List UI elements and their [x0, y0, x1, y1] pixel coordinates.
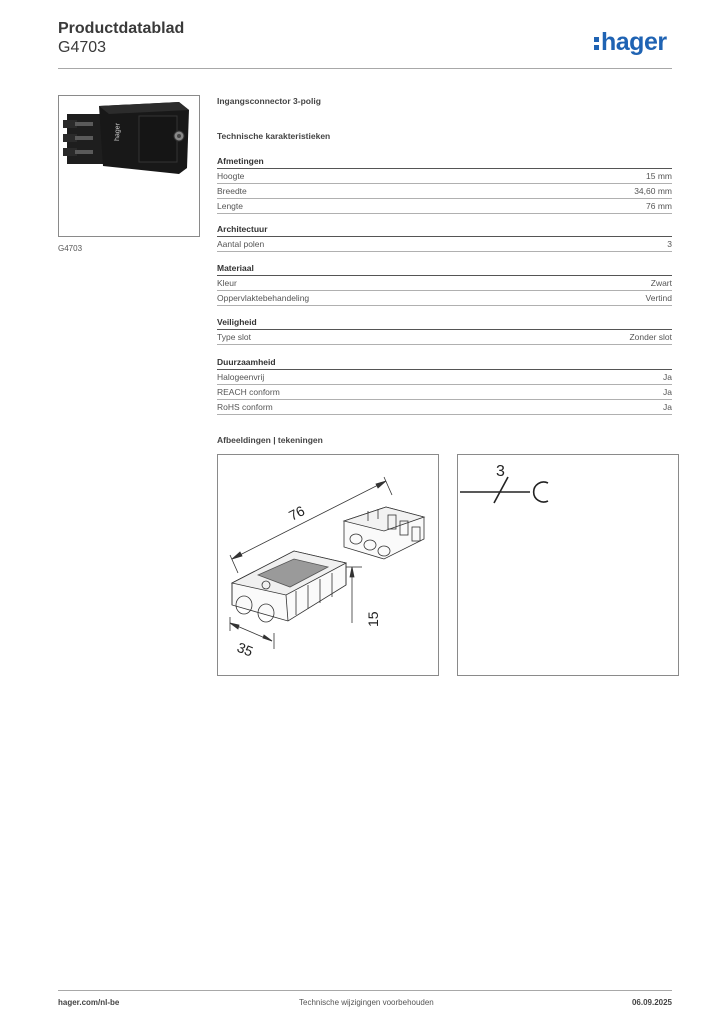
spec-value: 76 mm — [646, 201, 672, 211]
photo-brand-label: hager — [114, 122, 122, 142]
spec-label: RoHS conform — [217, 402, 273, 412]
spec-value: Ja — [663, 387, 672, 397]
spec-row-length — [217, 199, 672, 214]
section-title-safety: Veiligheid — [217, 316, 672, 330]
dimension-drawing-icon — [218, 455, 438, 675]
connector-photo-icon — [59, 96, 199, 236]
spec-value: Vertind — [645, 293, 672, 303]
spec-row-surface — [217, 291, 672, 306]
schematic-pole-count: 3 — [496, 463, 505, 480]
images-heading: Afbeeldingen | tekeningen — [217, 435, 323, 445]
spec-row-color — [217, 276, 672, 291]
footer-website-link[interactable]: hager.com/nl-be — [58, 998, 120, 1007]
spec-row-height — [217, 169, 672, 184]
section-title-sustainability: Duurzaamheid — [217, 356, 672, 370]
logo-text: hager — [601, 28, 667, 56]
dimension-width-label: 35 — [234, 638, 256, 660]
spec-row-lock-type — [217, 330, 672, 345]
spec-row-width — [217, 184, 672, 199]
spec-value: Ja — [663, 402, 672, 412]
spec-label: Lengte — [217, 201, 243, 211]
dimension-length-label: 76 — [286, 502, 308, 524]
footer-disclaimer: Technische wijzigingen voorbehouden — [299, 998, 434, 1007]
spec-value: Zwart — [650, 278, 672, 288]
hager-logo — [594, 28, 667, 56]
spec-row-rohs — [217, 400, 672, 415]
spec-value: 15 mm — [646, 171, 672, 181]
spec-label: Type slot — [217, 332, 252, 342]
spec-label: Oppervlaktebehandeling — [217, 293, 310, 303]
spec-label: Kleur — [217, 278, 237, 288]
header-divider — [58, 68, 672, 69]
spec-label: Aantal polen — [217, 239, 265, 249]
photo-caption: G4703 — [58, 244, 83, 253]
section-title-material: Materiaal — [217, 262, 672, 276]
section-title-dimensions: Afmetingen — [217, 155, 672, 169]
spec-label: Hoogte — [217, 171, 245, 181]
spec-label: REACH conform — [217, 387, 280, 397]
product-description: Ingangsconnector 3-polig — [217, 96, 321, 106]
footer-date: 06.09.2025 — [631, 998, 672, 1007]
spec-sections — [217, 155, 672, 425]
section-title-architecture: Architectuur — [217, 223, 672, 237]
spec-label: Breedte — [217, 186, 247, 196]
document-title: Productdatablad — [58, 20, 185, 37]
product-photo — [58, 95, 200, 237]
spec-row-poles — [217, 237, 672, 252]
spec-value: Zonder slot — [629, 332, 672, 342]
spec-value: 34,60 mm — [634, 186, 672, 196]
connector-symbol-icon — [458, 455, 678, 675]
dimension-height-label: 15 — [365, 611, 381, 627]
dimension-drawing — [217, 454, 439, 676]
spec-value: 3 — [667, 239, 672, 249]
spec-row-halogen-free — [217, 370, 672, 385]
spec-value: Ja — [663, 372, 672, 382]
product-code: G4703 — [58, 39, 107, 56]
logo-dots-icon — [594, 33, 601, 53]
schematic-symbol — [457, 454, 679, 676]
footer-divider — [58, 990, 672, 991]
technical-heading: Technische karakteristieken — [217, 131, 331, 141]
spec-label: Halogeenvrij — [217, 372, 265, 382]
spec-row-reach — [217, 385, 672, 400]
